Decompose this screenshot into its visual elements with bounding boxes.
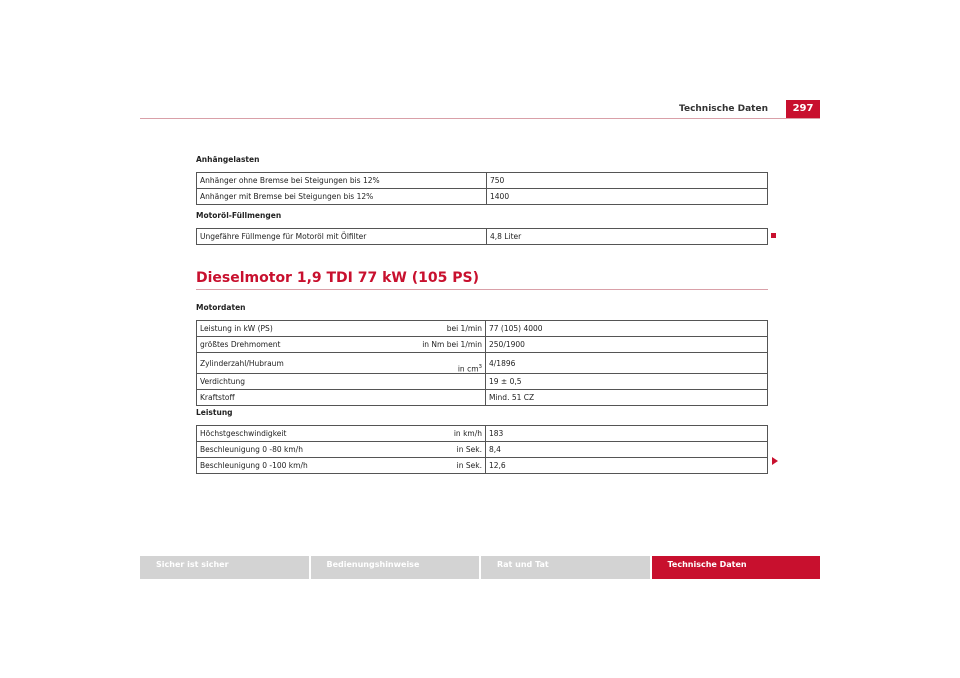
unit-text: in cm bbox=[457, 364, 479, 373]
table-row bbox=[197, 458, 768, 474]
table-row bbox=[197, 321, 768, 337]
table-row bbox=[197, 229, 768, 245]
row-name: Höchstgeschwindigkeit bbox=[200, 429, 287, 438]
tab-sicher-ist-sicher[interactable]: Sicher ist sicher bbox=[140, 556, 309, 579]
oil-label: Motoröl-Füllmengen bbox=[196, 211, 282, 220]
chapter-nav bbox=[140, 556, 820, 579]
table-row bbox=[197, 442, 768, 458]
row-name: Zylinderzahl/Hubraum bbox=[197, 353, 384, 374]
row-value: 183 bbox=[489, 429, 504, 438]
trailer-loads-table bbox=[196, 172, 768, 205]
row-name: größtes Drehmoment bbox=[197, 337, 384, 353]
row-value: 19 ± 0,5 bbox=[486, 374, 768, 390]
row-unit: in km/h bbox=[383, 426, 486, 442]
header-title: Technische Daten bbox=[679, 104, 768, 114]
row-value: 750 bbox=[490, 176, 505, 185]
table-row bbox=[197, 426, 768, 442]
row-value: 8,4 bbox=[486, 442, 768, 458]
row-unit: in Sek. bbox=[383, 442, 486, 458]
section-title-divider bbox=[196, 289, 768, 290]
tab-technische-daten[interactable]: Technische Daten bbox=[650, 556, 821, 579]
table-row bbox=[197, 353, 768, 374]
table-row bbox=[197, 374, 768, 390]
performance-label: Leistung bbox=[196, 408, 233, 417]
row-unit: bei 1/min bbox=[383, 321, 486, 337]
oil-table bbox=[196, 228, 768, 245]
row-value: 77 (105) 4000 bbox=[489, 324, 543, 333]
tab-bedienungshinweise[interactable]: Bedienungshinweise bbox=[309, 556, 480, 579]
row-unit bbox=[383, 390, 486, 406]
continue-arrow-icon bbox=[772, 457, 778, 465]
row-name: Verdichtung bbox=[197, 374, 384, 390]
section-end-marker bbox=[771, 233, 776, 238]
table-row bbox=[197, 189, 768, 205]
table-row bbox=[197, 390, 768, 406]
trailer-loads-label: Anhängelasten bbox=[196, 155, 260, 164]
row-value: 250/1900 bbox=[486, 337, 768, 353]
engine-table bbox=[196, 320, 768, 406]
row-name: Leistung in kW (PS) bbox=[200, 324, 273, 333]
row-unit: in Sek. bbox=[383, 458, 486, 474]
performance-table bbox=[196, 425, 768, 474]
row-name: Anhänger ohne Bremse bei Steigungen bis 12% bbox=[197, 173, 487, 189]
unit-superscript: 3 bbox=[478, 363, 482, 370]
row-value: 12,6 bbox=[486, 458, 768, 474]
tab-rat-und-tat[interactable]: Rat und Tat bbox=[479, 556, 650, 579]
row-unit bbox=[383, 374, 486, 390]
row-name: Kraftstoff bbox=[197, 390, 384, 406]
row-name: Ungefähre Füllmenge für Motoröl mit Ölfilter bbox=[197, 229, 487, 245]
row-name: Anhänger mit Bremse bei Steigungen bis 12% bbox=[197, 189, 487, 205]
row-unit bbox=[383, 353, 486, 374]
row-value: Mind. 51 CZ bbox=[486, 390, 768, 406]
row-value: 4,8 Liter bbox=[490, 232, 522, 241]
row-value: 1400 bbox=[487, 189, 768, 205]
section-title: Dieselmotor 1,9 TDI 77 kW (105 PS) bbox=[196, 270, 479, 286]
table-row bbox=[197, 337, 768, 353]
row-unit: in Nm bei 1/min bbox=[383, 337, 486, 353]
row-name: Beschleunigung 0 -100 km/h bbox=[197, 458, 384, 474]
table-row bbox=[197, 173, 768, 189]
row-name: Beschleunigung 0 -80 km/h bbox=[197, 442, 384, 458]
engine-label: Motordaten bbox=[196, 303, 246, 312]
header-divider bbox=[140, 118, 820, 119]
row-value: 4/1896 bbox=[486, 353, 768, 374]
page-number: 297 bbox=[786, 100, 820, 118]
